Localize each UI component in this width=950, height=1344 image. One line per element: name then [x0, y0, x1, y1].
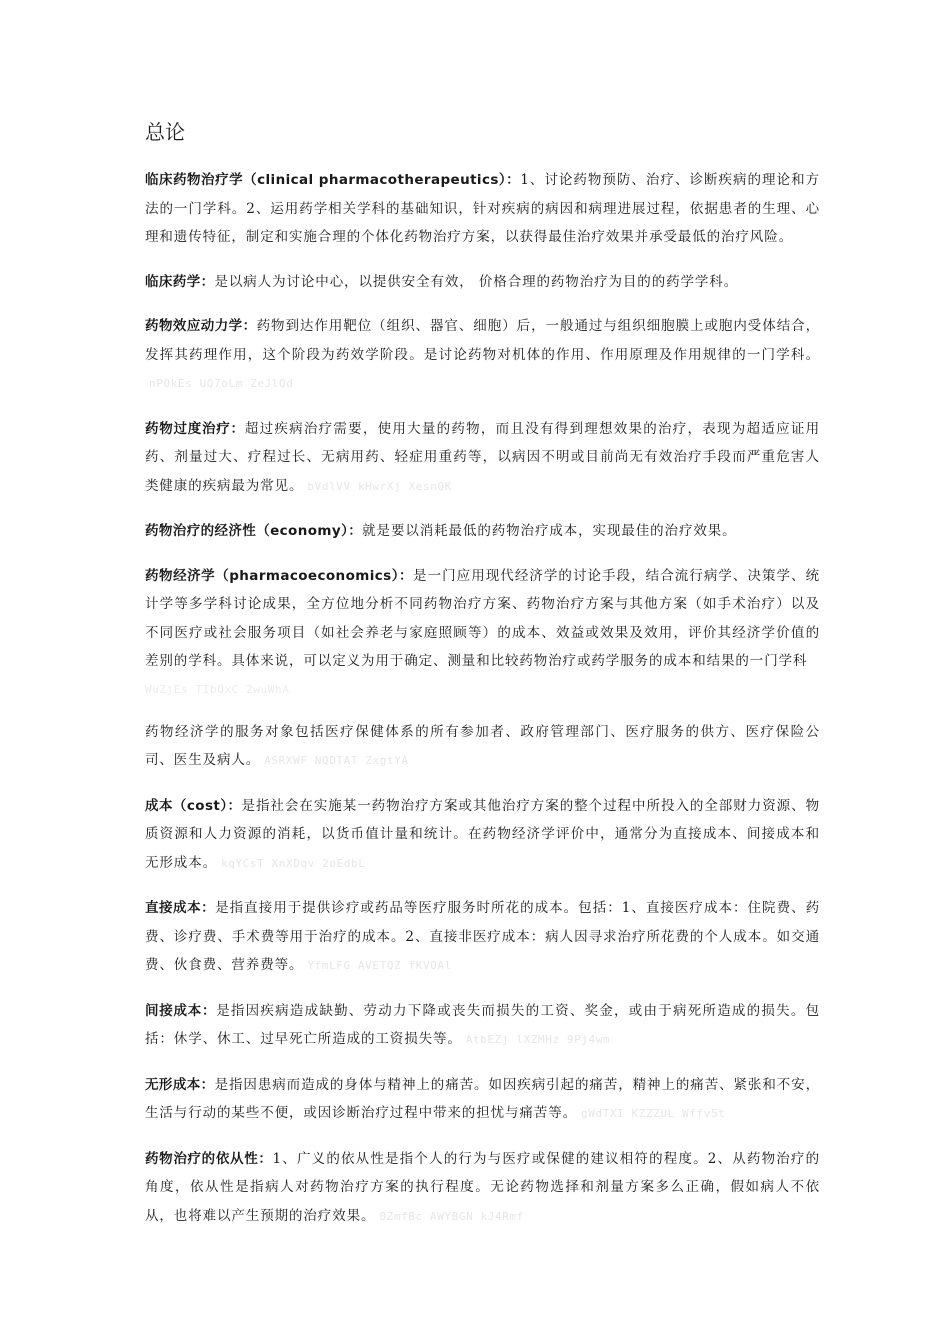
paragraph-overtreatment	[145, 415, 820, 502]
paragraph-pharmacodynamics	[145, 312, 820, 399]
term: 无形成本：	[145, 1076, 215, 1093]
term: 临床药学：	[145, 273, 215, 290]
watermark-text: AtbEZj lXZMHz 9Pj4wm	[465, 1033, 611, 1046]
paragraph-cost	[145, 792, 820, 879]
paragraph-service-objects	[145, 718, 820, 776]
watermark-text: 0ZmfBc AWYBGN kJ4Rmf	[379, 1209, 524, 1223]
definition: 1、广义的依从性是指个人的行为与医疗或保健的建议相符的程度。2、从药物治疗的角度，依从性是指病人对药物治疗方案的执行程度。无论药物选择和剂量方案多么正确，假如病人不依从，也将难以产生预期的治疗效果。	[145, 1150, 820, 1224]
paragraph-compliance	[145, 1145, 820, 1232]
term: 药物治疗的经济性（economy）：	[145, 523, 363, 539]
term: 药物治疗的依从性：	[145, 1150, 273, 1167]
definition: 是一门应用现代经济学的讨论手段，结合流行病学、决策学、统计学等多学科讨论成果，全方位地分析不同药物治疗方案、药物治疗方案与其他方案（如手术治疗）以及不同医疗或社会服务项目（如社会养老与家庭照顾等）的成本、效益或效果及效用，评价其经济学价值的差别的学科。具体来说，可以定义为用于确定、测量和比较药物治疗或药学服务的成本和结果的一门学科	[145, 567, 820, 669]
watermark-text: kqYCsT XnXDqv 2oEdbL	[221, 856, 366, 870]
paragraph-clinical-pharmacotherapeutics	[145, 166, 820, 252]
definition: 超过疾病治疗需要，使用大量的药物，而且没有得到理想效果的治疗，表现为超适应证用药、剂量过大、疗程过长、无病用药、轻症用重药等，以病因不明或目前尚无有效治疗手段而严重危害人类健康的疾病最为常见。	[145, 420, 820, 494]
watermark-line: WuZjEs TIbOxC 2wuWhA	[145, 682, 290, 696]
watermark-text: YfmLFG AVETQZ fKVOAl	[307, 959, 452, 972]
paragraph-economy	[145, 517, 820, 546]
paragraph-intangible-cost	[145, 1071, 820, 1129]
definition: 是指因疾病造成缺勤、劳动力下降或丧失而损失的工资、奖金，或由于病死所造成的损失。包括：休学、休工、过早死亡所造成的工资损失等。	[145, 1002, 821, 1047]
definition: 药物经济学的服务对象包括医疗保健体系的所有参加者、政府管理部门、医疗服务的供方、医疗保险公司、医生及病人。	[145, 723, 820, 768]
definition: 是指社会在实施某一药物治疗方案或其他治疗方案的整个过程中所投入的全部财力资源、物质资源和人力资源的消耗，以货币值计量和统计。在药物经济学评价中，通常分为直接成本、间接成本和无形成本。	[145, 797, 820, 871]
paragraph-pharmacoeconomics	[145, 562, 820, 676]
paragraph-clinical-pharmacy	[145, 268, 820, 297]
term: 药物过度治疗：	[145, 420, 245, 437]
definition: 是指直接用于提供诊疗或药品等医疗服务时所花的成本。包括：1、直接医疗成本：住院费、药费、诊疗费、手术费等用于治疗的成本。2、直接非医疗成本：病人因寻求治疗所花费的个人成本。如交通费、伙食费、营养费等。	[145, 900, 821, 973]
term: 间接成本：	[145, 1002, 217, 1019]
watermark-text: ASRXWF NQDTAT ZxgtYA	[264, 754, 409, 767]
term: 成本（cost）：	[145, 797, 242, 814]
term: 临床药物治疗学（clinical pharmacotherapeutics）：	[145, 172, 521, 188]
page-title: 总论	[145, 120, 185, 144]
definition: 1、讨论药物预防、治疗、诊断疾病的理论和方法的一门学科。2、运用药学相关学科的基础知识，针对疾病的病因和病理进展过程，依据患者的生理、心理和遗传特征，制定和实施合理的个体化药物治疗方案，以获得最佳治疗效果并承受最低的治疗风险。	[145, 172, 820, 245]
term: 药物经济学（pharmacoeconomics）：	[145, 567, 414, 584]
term: 直接成本：	[145, 900, 216, 916]
term: 药物效应动力学：	[145, 318, 257, 334]
definition: 是指因患病而造成的身体与精神上的痛苦。如因疾病引起的痛苦，精神上的痛苦、紧张和不安，生活与行动的某些不便，或因诊断治疗过程中带来的担忧与痛苦等。	[145, 1076, 820, 1121]
paragraph-indirect-cost	[145, 997, 820, 1055]
paragraph-direct-cost	[145, 894, 820, 981]
definition: 就是要以消耗最低的药物治疗成本，实现最佳的治疗效果。	[362, 523, 737, 539]
watermark-text: gWdTXI KZZZUL Wffv5t	[581, 1107, 726, 1120]
definition: 是以病人为讨论中心，以提供安全有效， 价格合理的药物治疗为目的的药学学科。	[214, 273, 739, 290]
watermark-text: nPOkEs UQ7oLm ZeJlQd	[149, 377, 294, 390]
definition: 药物到达作用靶位（组织、器官、细胞）后，一般通过与组织细胞膜上或胞内受体结合，发挥其药理作用，这个阶段为药效学阶段。是讨论药物对机体的作用、作用原理及作用规律的一门学科。	[145, 318, 820, 363]
watermark-text: bVdlVV kHwrXj XesnQK	[307, 479, 452, 493]
